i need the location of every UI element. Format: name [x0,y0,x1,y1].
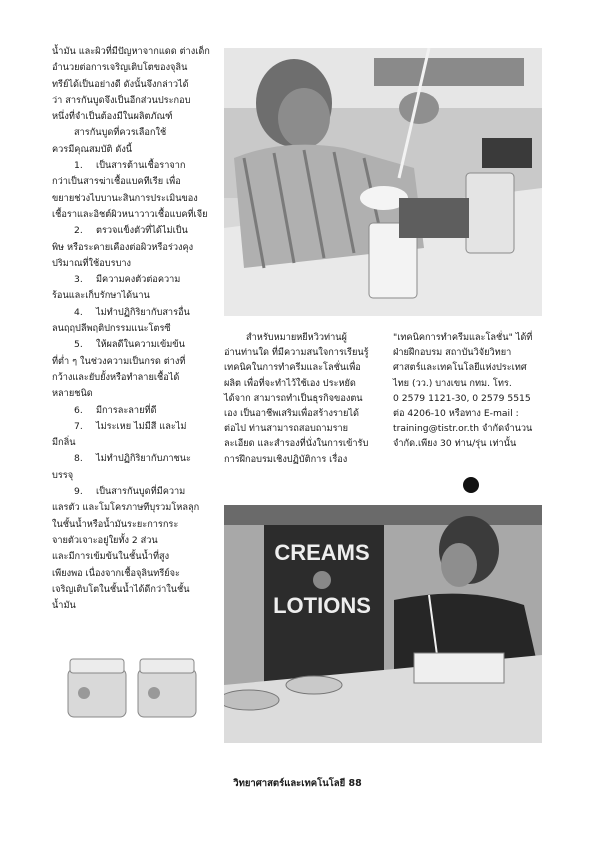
text-line: กว่าเป็นสารฆ่าเชื้อแบคทีเรีย เพื่อ [52,176,181,188]
text-line: การฝึกอบรมเชิงปฏิบัติการ เรื่อง [224,453,348,465]
text-line: สำหรับหมายหยีหวิวท่านผู้ [246,332,347,343]
text-line: ศาสตร์และเทคโนโลยีแห่งประเทศ [393,362,527,374]
text-line: "เทคนิคการทำครีมและโลชั่น" ได้ที่ [393,332,533,343]
criteria-item-first-line: มีการละลายที่ดี [96,404,157,416]
text-line: เชื้อราและอิชต์ผิวหนาวาวเชื้อแบคที่เจีย [52,208,208,220]
criteria-item-first-line: มีความคงตัวต่อความ [96,274,181,286]
text-line: เทคนิคในการทำครีมและโลชั่นเพื่อ [224,362,361,374]
criteria-number: 4. [74,306,83,318]
text-line: อำนวยต่อการเจริญเติบโตของจุลิน [52,62,188,74]
criteria-list [52,158,212,614]
text-line: น้ำมัน [52,600,76,612]
criteria-item [52,337,212,402]
text-line: อ่านท่านใด ที่มีความสนใจการเรียนรู้ [224,347,369,359]
criteria-item [52,484,212,614]
text-line: เพียงพอ เนื่องจากเชื้อจุลินทรีย์จะ [52,567,180,579]
text-line: ไทย (วว.) บางเขน กทม. โทร. [393,377,512,389]
text-line: บรรจุ [52,469,74,481]
text-line: ทรีย์ได้เป็นอย่างดี ดังนั้นจึงกล่าวได้ [52,78,189,90]
left-para-1 [52,44,212,125]
text-line: ละเอียด และสำรองที่นั่งในการเข้ารับ [224,438,369,450]
lab-photo-pipette [224,48,542,316]
criteria-item [52,223,212,272]
criteria-item [52,451,212,484]
left-column [52,44,212,614]
lab-photo-creams-lotions [224,505,542,743]
text-line: ในชั้นน้ำหรือน้ำมันระยะการกระ [52,518,179,530]
criteria-item-first-line: ไม่ทำปฏิกิริยากับสารอื่น [96,306,190,318]
criteria-number: 1. [74,160,83,172]
sign-creams: CREAMS [274,540,370,565]
text-line: หลายชนิด [52,388,93,400]
criteria-number: 5. [74,339,83,351]
criteria-item-first-line: ตรวจแข็งตัวที่ได้ไม่เป็น [96,225,188,237]
text-line: พิษ หรือระคายเคืองต่อผิวหรือร่วงคุง [52,241,194,253]
criteria-number: 6. [74,404,83,416]
criteria-number: 8. [74,453,83,465]
text-line: จำกัด.เพียง 30 ท่าน/รุ่น เท่านั้น [393,438,517,450]
criteria-item-first-line: เป็นสารต้านเชื้อราจาก [96,160,186,172]
text-line: และมีการเข้มข้นในชั้นน้ำที่สูง [52,551,170,563]
text-line: เอง เป็นอาชีพเสริมเพื่อสร้างรายได้ [224,408,359,420]
text-line: น้ำมัน และผิวที่มีปัญหาจากแดด ต่างเด็ก [52,46,210,57]
text-line: ร้อนและเก็บรักษาได้นาน [52,290,150,302]
criteria-number: 7. [74,420,83,432]
criteria-item [52,305,212,338]
left-para-2 [52,125,212,158]
middle-column [224,330,382,467]
text-line: มีกลิ่น [52,437,76,449]
criteria-item [52,403,212,419]
criteria-number: 3. [74,274,83,286]
end-mark-icon [463,477,479,493]
text-line: ฝ่ายฝึกอบรม สถาบันวิจัยวิทยา [393,347,512,359]
text-line: ต่อ 4206-10 หรือทาง E-mail : [393,408,519,420]
criteria-number: 9. [74,486,83,498]
criteria-item [52,272,212,305]
page-footer: วิทยาศาสตร์และเทคโนโลยี 88 [233,778,362,789]
criteria-item [52,158,212,223]
text-line: ได้จาก สามารถทำเป็นธุรกิจของตน [224,392,363,404]
text-line: ลนฤฤปลีพฤติปกรรมแนะโตรซี [52,323,171,335]
text-line: หนึ่งที่จำเป็นต้องมีในผลิตภัณฑ์ [52,111,173,123]
cream-jars-photo [64,651,214,721]
text-line: ปริมาณที่ใช้อบรบาง [52,257,132,269]
text-line: 0 2579 1121-30, 0 2579 5515 [393,392,531,404]
text-line: ที่ต่ำ ๆ ในช่วงความเป็นกรด ต่างที่ [52,355,186,367]
criteria-item-first-line: ให้ผลดีในความเข้มข้น [96,339,185,351]
text-line: ว่า สารกันบูดจึงเป็นอีกส่วนประกอบ [52,94,191,106]
right-column [393,330,541,452]
text-line: ต่อไป ท่านสามารถสอบถามราย [224,423,349,435]
text-line: แลรตัว และโมโครภาษทีบุรวมโหลลุก [52,502,200,514]
criteria-item-first-line: ไม่ทำปฏิกิริยากับภาชนะ [96,453,191,465]
text-line: สารกันบูดที่ควรเลือกใช้ [74,127,167,139]
text-line: กว้างและยับยั้งหรือทำลายเชื้อได้ [52,371,180,383]
criteria-item-first-line: ไม่ระเหย ไม่มีสี และไม่ [96,420,187,432]
sign-lotions: LOTIONS [273,593,371,618]
criteria-item-first-line: เป็นสารกันบูดที่มีความ [96,486,186,498]
text-line: ควรมีคุณสมบัติ ดังนี้ [52,143,133,155]
text-line: training@tistr.or.th จำกัดจำนวน [393,423,533,435]
text-line: ผลิต เพื่อที่จะทำไว้ใช้เอง ประหยัด [224,377,356,389]
text-line: จายตัวเจาะอยู่ใยทั้ง 2 ส่วน [52,534,158,546]
text-line: ขยายช่วงไบบานะสินการประเมินของ [52,192,198,204]
criteria-item [52,419,212,452]
criteria-number: 2. [74,225,83,237]
text-line: เจริญเติบโตในชั้นน้ำได้ดีกว่าในชั้น [52,583,190,595]
